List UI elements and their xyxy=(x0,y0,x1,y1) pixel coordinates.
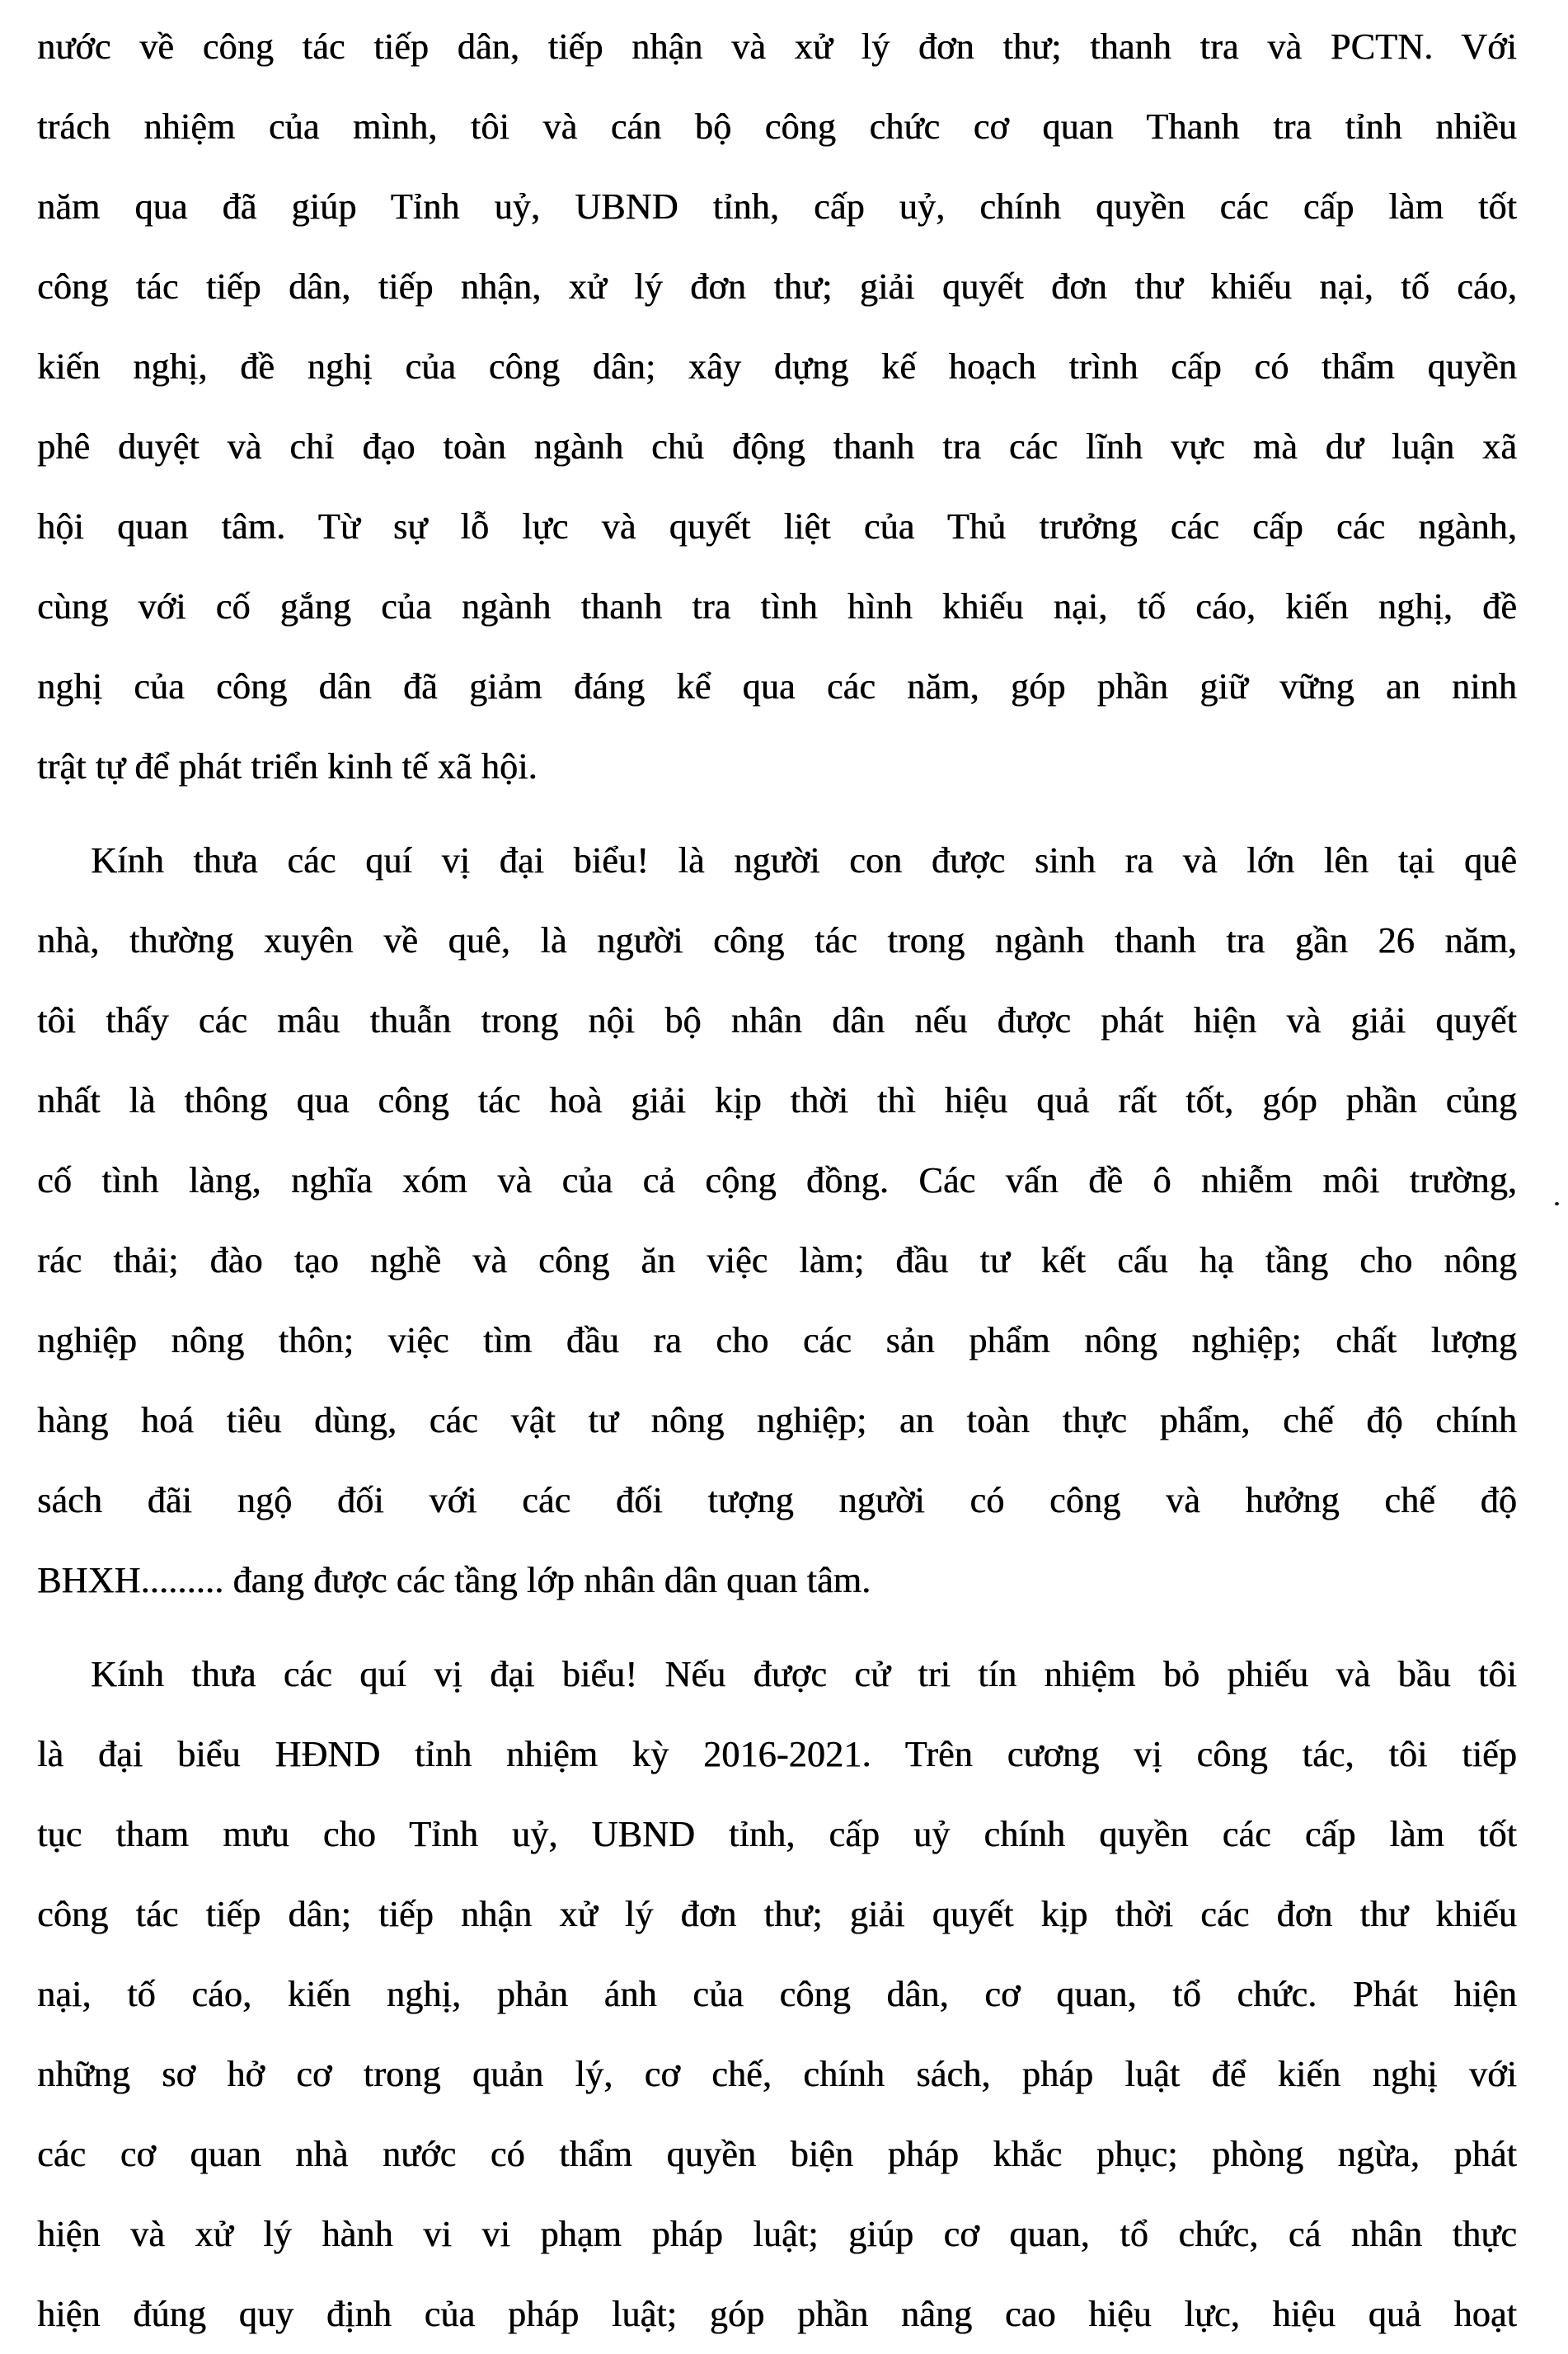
text-line: nhất là thông qua công tác hoà giải kịp thời thì hiệu quả rất tốt, góp phần củng xyxy=(37,1080,1517,1121)
text-line: trật tự để phát triển kinh tế xã hội. xyxy=(37,746,538,787)
text-line: sách đãi ngộ đối với các đối tượng người có công và hưởng chế độ xyxy=(37,1480,1517,1520)
text-line: rác thải; đào tạo nghề và công ăn việc làm; đầu tư kết cấu hạ tầng cho nông xyxy=(37,1240,1517,1280)
text-line: năm qua đã giúp Tỉnh uỷ, UBND tỉnh, cấp uỷ, chính quyền các cấp làm tốt xyxy=(37,186,1517,227)
text-line: hàng hoá tiêu dùng, các vật tư nông nghiệp; an toàn thực phẩm, chế độ chính xyxy=(37,1400,1517,1440)
text-line: là đại biểu HĐND tỉnh nhiệm kỳ 2016-2021. Trên cương vị công tác, tôi tiếp xyxy=(37,1734,1517,1774)
paragraph xyxy=(37,820,1517,1620)
scan-speck xyxy=(1555,1202,1559,1205)
text-line: hiện đúng quy định của pháp luật; góp phần nâng cao hiệu lực, hiệu quả hoạt xyxy=(37,2294,1517,2334)
text-line: kiến nghị, đề nghị của công dân; xây dựng kế hoạch trình cấp có thẩm quyền xyxy=(37,346,1517,387)
text-line: những sơ hở cơ trong quản lý, cơ chế, chính sách, pháp luật để kiến nghị với xyxy=(37,2054,1517,2094)
text-line: hội quan tâm. Từ sự lỗ lực và quyết liệt của Thủ trưởng các cấp các ngành, xyxy=(37,506,1517,547)
text-line: Kính thưa các quí vị đại biểu! là người con được sinh ra và lớn lên tại quê xyxy=(91,840,1517,881)
text-line: nhà, thường xuyên về quê, là người công tác trong ngành thanh tra gần 26 năm, xyxy=(37,920,1517,961)
text-line: tôi thấy các mâu thuẫn trong nội bộ nhân dân nếu được phát hiện và giải quyết xyxy=(37,1000,1517,1041)
text-line: các cơ quan nhà nước có thẩm quyền biện pháp khắc phục; phòng ngừa, phát xyxy=(37,2134,1517,2174)
text-line: nghị của công dân đã giảm đáng kể qua các năm, góp phần giữ vững an ninh xyxy=(37,666,1517,707)
text-line: công tác tiếp dân; tiếp nhận xử lý đơn thư; giải quyết kịp thời các đơn thư khiếu xyxy=(37,1894,1517,1934)
paragraph xyxy=(37,1634,1517,2354)
text-line: nước về công tác tiếp dân, tiếp nhận và xử lý đơn thư; thanh tra và PCTN. Với xyxy=(37,26,1517,67)
text-line: cố tình làng, nghĩa xóm và của cả cộng đồng. Các vấn đề ô nhiễm môi trường, xyxy=(37,1160,1517,1200)
text-line: nại, tố cáo, kiến nghị, phản ánh của công dân, cơ quan, tổ chức. Phát hiện xyxy=(37,1974,1517,2014)
text-line: phê duyệt và chỉ đạo toàn ngành chủ động thanh tra các lĩnh vực mà dư luận xã xyxy=(37,426,1517,467)
text-line: công tác tiếp dân, tiếp nhận, xử lý đơn thư; giải quyết đơn thư khiếu nại, tố cáo, xyxy=(37,266,1517,307)
text-line: BHXH......... đang được các tầng lớp nhân dân quan tâm. xyxy=(37,1560,871,1600)
text-line: cùng với cố gắng của ngành thanh tra tình hình khiếu nại, tố cáo, kiến nghị, đề xyxy=(37,586,1517,627)
paragraph xyxy=(37,7,1517,806)
text-line: Kính thưa các quí vị đại biểu! Nếu được cử tri tín nhiệm bỏ phiếu và bầu tôi xyxy=(91,1654,1517,1694)
text-line: trách nhiệm của mình, tôi và cán bộ công chức cơ quan Thanh tra tỉnh nhiều xyxy=(37,106,1517,147)
text-line: nghiệp nông thôn; việc tìm đầu ra cho các sản phẩm nông nghiệp; chất lượng xyxy=(37,1320,1517,1360)
document-page xyxy=(37,7,1517,2354)
text-line: tục tham mưu cho Tỉnh uỷ, UBND tỉnh, cấp uỷ chính quyền các cấp làm tốt xyxy=(37,1814,1517,1854)
text-line: hiện và xử lý hành vi vi phạm pháp luật; giúp cơ quan, tổ chức, cá nhân thực xyxy=(37,2214,1517,2254)
